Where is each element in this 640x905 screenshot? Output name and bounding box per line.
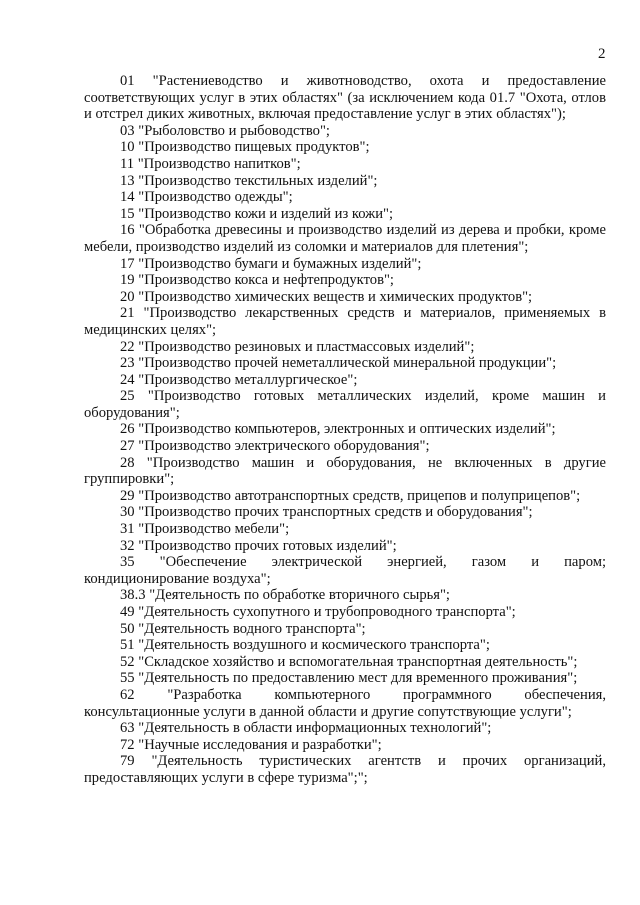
activity-code-item: 16 "Обработка древесины и производство изделий из дерева и пробки, кроме мебели, производство изделий из соломки и материалов для плетения"; (84, 222, 606, 255)
activity-code-item: 15 "Производство кожи и изделий из кожи"; (120, 205, 394, 222)
activity-code-item: 31 "Производство мебели"; (120, 521, 290, 538)
activity-code-item: 20 "Производство химических веществ и химических продуктов"; (120, 288, 533, 305)
activity-code-item: 11 "Производство напитков"; (120, 155, 301, 172)
activity-code-item: 21 "Производство лекарственных средств и материалов, применяемых в медицинских целях"; (84, 305, 606, 338)
page-number: 2 (598, 46, 606, 62)
activity-code-item: 49 "Деятельность сухопутного и трубопроводного транспорта"; (120, 604, 516, 620)
activity-code-item: 03 "Рыболовство и рыбоводство"; (120, 122, 330, 139)
activity-code-item: 29 "Производство автотранспортных средств, прицепов и полуприцепов"; (120, 487, 581, 504)
activity-code-item: 01 "Растениеводство и животноводство, охота и предоставление соответствующих услуг в этих областях" (за исключением кода 01.7 "Охота, отлов и отстрел диких животных, включая предоставление услуг в этих областях"); (84, 73, 606, 123)
activity-code-item: 38.3 "Деятельность по обработке вторичного сырья"; (120, 587, 450, 604)
activity-code-item: 14 "Производство одежды"; (120, 189, 293, 206)
activity-code-item: 32 "Производство прочих готовых изделий"; (120, 537, 397, 554)
activity-code-item: 27 "Производство электрического оборудования"; (120, 438, 430, 455)
activity-code-item: 55 "Деятельность по предоставлению мест для временного проживания"; (120, 670, 578, 687)
activity-code-item: 22 "Производство резиновых и пластмассовых изделий"; (120, 338, 475, 355)
activity-code-item: 52 "Складское хозяйство и вспомогательная транспортная деятельность"; (120, 653, 578, 670)
activity-code-item: 19 "Производство кокса и нефтепродуктов"; (120, 272, 394, 289)
activity-code-item: 13 "Производство текстильных изделий"; (120, 172, 378, 189)
activity-code-item: 30 "Производство прочих транспортных средств и оборудования"; (120, 504, 533, 521)
activity-code-item: 62 "Разработка компьютерного программного обеспечения, консультационные услуги в данной области и другие сопутствующие услуги"; (84, 686, 606, 720)
activity-code-item: 23 "Производство прочей неметаллической минеральной продукции"; (120, 355, 557, 372)
activity-code-item: 35 "Обеспечение электрической энергией, газом и паром; кондиционирование воздуха"; (84, 554, 606, 587)
activity-code-item: 63 "Деятельность в области информационных технологий"; (120, 720, 492, 737)
activity-code-item: 72 "Научные исследования и разработки"; (120, 736, 382, 753)
activity-code-item: 79 "Деятельность туристических агентств и прочих организаций, предоставляющих услуги в сфере туризма";"; (84, 753, 606, 786)
activity-code-item: 10 "Производство пищевых продуктов"; (120, 139, 370, 156)
activity-code-item: 24 "Производство металлургическое"; (120, 371, 358, 388)
activity-code-item: 25 "Производство готовых металлических изделий, кроме машин и оборудования"; (84, 388, 606, 421)
activity-code-item: 28 "Производство машин и оборудования, не включенных в другие группировки"; (84, 454, 606, 488)
activity-code-item: 51 "Деятельность воздушного и космического транспорта"; (120, 637, 490, 654)
activity-code-item: 50 "Деятельность водного транспорта"; (120, 620, 366, 637)
activity-code-list (84, 73, 606, 787)
activity-code-item: 17 "Производство бумаги и бумажных изделий"; (120, 255, 422, 272)
activity-code-item: 26 "Производство компьютеров, электронных и оптических изделий"; (120, 421, 556, 438)
